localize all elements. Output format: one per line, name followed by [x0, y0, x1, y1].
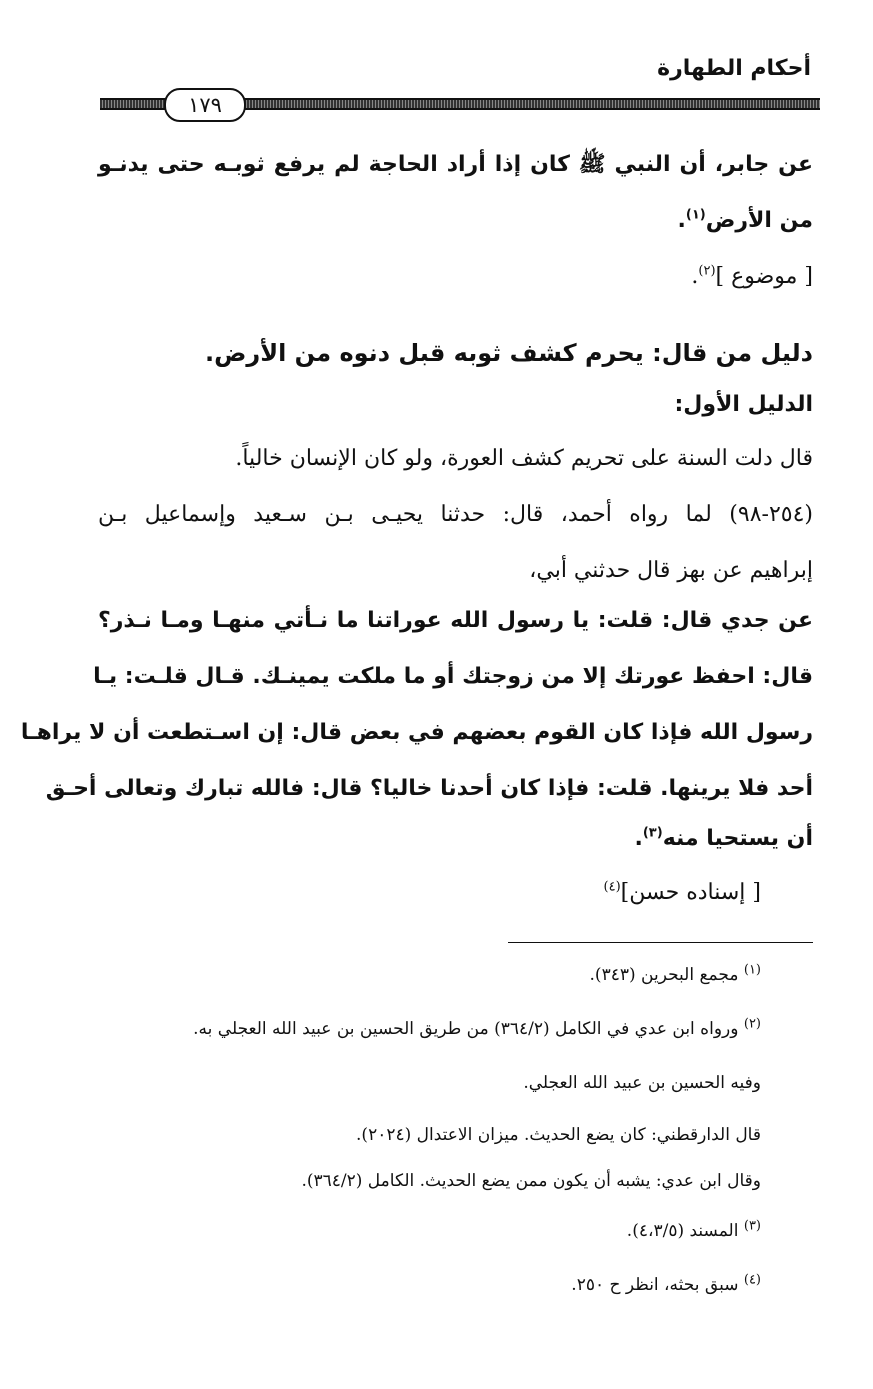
footnote-2-line-2: وفيه الحسين بن عبيد الله العجلي. [523, 1073, 761, 1093]
footnote-1 [46, 962, 761, 988]
body-line-2-end: . [677, 208, 686, 233]
footnote-2-line-4: وقال ابن عدي: يشبه أن يكون ممن يضع الحديث. الكامل (٣٦٤/٢). [301, 1171, 761, 1191]
hadith-line-5-text: أن يستحيا منه [662, 826, 813, 851]
running-header-title: أحكام الطهارة [657, 56, 811, 81]
footnote-ref-4: (٤) [603, 879, 621, 895]
grade-hasan [98, 876, 761, 910]
footnote-1-text: مجمع البحرين (٣٤٣). [589, 965, 739, 985]
footnote-2-number: (٢) [743, 1016, 761, 1032]
hadith-line-1: عن جدي قال: قلت: يا رسول الله عوراتنا ما نـأتي منهـا ومـا نـذر؟ [98, 608, 813, 633]
body-line-2-text: من الأرض [705, 208, 813, 233]
footnote-2 [46, 1016, 761, 1042]
paragraph-line-2: (٢٥٤-٩٨) لما رواه أحمد، قال: حدثنا يحيـى بـن سـعيد وإسماعيل بـن [98, 502, 813, 527]
grade-hasan-text: [ إسناده حسن] [620, 880, 761, 905]
paragraph-line-1: قال دلت السنة على تحريم كشف العورة، ولو كان الإنسان خالياً. [235, 446, 813, 471]
grade-mawdu [98, 260, 813, 294]
page-number: ١٧٩ [164, 88, 246, 122]
footnote-ref-1: (١) [685, 207, 706, 223]
footnote-ref-3: (٣) [642, 825, 663, 841]
footnote-4-text: سبق بحثه، انظر ح ٢٥٠. [571, 1275, 739, 1295]
footnote-1-number: (١) [743, 962, 761, 978]
hadith-line-4: أحد فلا يرينها. قلت: فإذا كان أحدنا خاليا؟ قال: فالله تبارك وتعالى أحـق [45, 776, 813, 801]
footnote-2-line-3: قال الدارقطني: كان يضع الحديث. ميزان الاعتدال (٢٠٢٤). [356, 1125, 761, 1145]
footnote-3 [46, 1218, 761, 1244]
grade-mawdu-text: [ موضوع ] [715, 264, 813, 289]
hadith-line-5 [98, 822, 813, 856]
body-line-1: عن جابر، أن النبي ﷺ كان إذا أراد الحاجة لم يرفع ثوبـه حتى يدنـو [98, 152, 813, 177]
sub-heading: الدليل الأول: [674, 392, 813, 417]
footnote-2-text: ورواه ابن عدي في الكامل (٣٦٤/٢) من طريق الحسين بن عبيد الله العجلي به. [193, 1019, 739, 1039]
hadith-line-5-end: . [634, 826, 643, 851]
footnote-ref-2: (٢) [698, 263, 716, 279]
footnote-3-number: (٣) [743, 1218, 761, 1234]
footnote-4-number: (٤) [743, 1272, 761, 1288]
hadith-line-3: رسول الله فإذا كان القوم بعضهم في بعض قال: إن اسـتطعت أن لا يراهـا [20, 720, 813, 745]
body-line-2 [98, 204, 813, 238]
footnote-separator [508, 942, 813, 943]
paragraph-line-3: إبراهيم عن بهز قال حدثني أبي، [529, 558, 813, 583]
grade-mawdu-end: . [691, 264, 699, 289]
footnote-4 [46, 1272, 761, 1298]
section-heading: دليل من قال: يحرم كشف ثوبه قبل دنوه من الأرض. [204, 339, 813, 367]
hadith-line-2: قال: احفظ عورتك إلا من زوجتك أو ما ملكت يمينـك. قـال قلـت: يـا [93, 664, 813, 689]
footnote-3-text: المسند (٤،٣/٥). [626, 1221, 739, 1241]
